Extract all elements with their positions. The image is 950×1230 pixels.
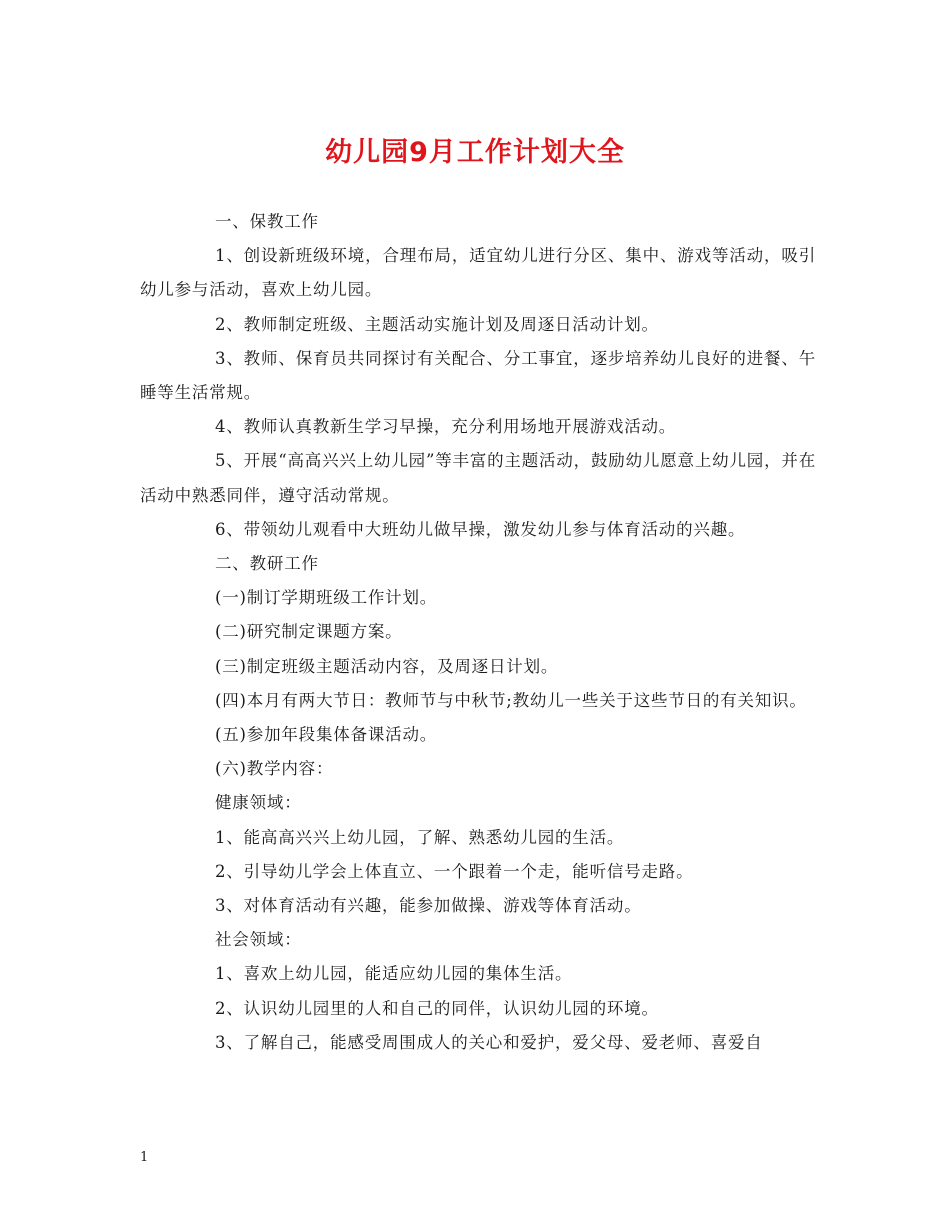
paragraph: 1、创设新班级环境，合理布局，适宜幼儿进行分区、集中、游戏等活动，吸引幼儿参与活动，喜欢上幼儿园。 <box>140 246 816 300</box>
paragraph: 6、带领幼儿观看中大班幼儿做早操，激发幼儿参与体育活动的兴趣。 <box>215 519 746 539</box>
paragraph: (一)制订学期班级工作计划。 <box>215 588 438 608</box>
paragraph: 1、能高高兴兴上幼儿园，了解、熟悉幼儿园的生活。 <box>215 827 625 847</box>
paragraph: 健康领域： <box>215 793 302 813</box>
paragraph: 一、保教工作 <box>215 212 319 231</box>
paragraph: (六)教学内容： <box>215 759 334 779</box>
paragraph: (三)制定班级主题活动内容，及周逐日计划。 <box>215 656 559 676</box>
paragraph: (五)参加年段集体备课活动。 <box>215 725 438 745</box>
document-title: 幼儿园9月工作计划大全 <box>325 137 625 168</box>
page-number: 1 <box>140 1150 149 1165</box>
paragraph: 二、教研工作 <box>215 554 319 574</box>
paragraph: 3、了解自己，能感受周围成人的关心和爱护，爱父母、爱老师、喜爱自 <box>215 1032 763 1052</box>
paragraph: 1、喜欢上幼儿园，能适应幼儿园的集体生活。 <box>215 964 573 984</box>
paragraph: 3、教师、保育员共同探讨有关配合、分工事宜，逐步培养幼儿良好的进餐、午睡等生活常规。 <box>140 348 816 403</box>
paragraph: (四)本月有两大节日：教师节与中秋节;教幼儿一些关于这些节日的有关知识。 <box>215 690 807 710</box>
paragraph: 2、引导幼儿学会上体直立、一个跟着一个走，能听信号走路。 <box>215 861 694 881</box>
document-body <box>140 205 816 1060</box>
paragraph: 4、教师认真教新生学习早操，充分利用场地开展游戏活动。 <box>215 417 677 437</box>
paragraph: 社会领域： <box>215 930 302 950</box>
paragraph: 5、开展“高高兴兴上幼儿园”等丰富的主题活动，鼓励幼儿愿意上幼儿园，并在活动中熟悉同伴，遵守活动常规。 <box>140 451 816 505</box>
paragraph: (二)研究制定课题方案。 <box>215 622 403 642</box>
paragraph: 3、对体育活动有兴趣，能参加做操、游戏等体育活动。 <box>215 896 642 916</box>
paragraph: 2、教师制定班级、主题活动实施计划及周逐日活动计划。 <box>215 314 659 334</box>
paragraph: 2、认识幼儿园里的人和自己的同伴，认识幼儿园的环境。 <box>215 998 659 1018</box>
